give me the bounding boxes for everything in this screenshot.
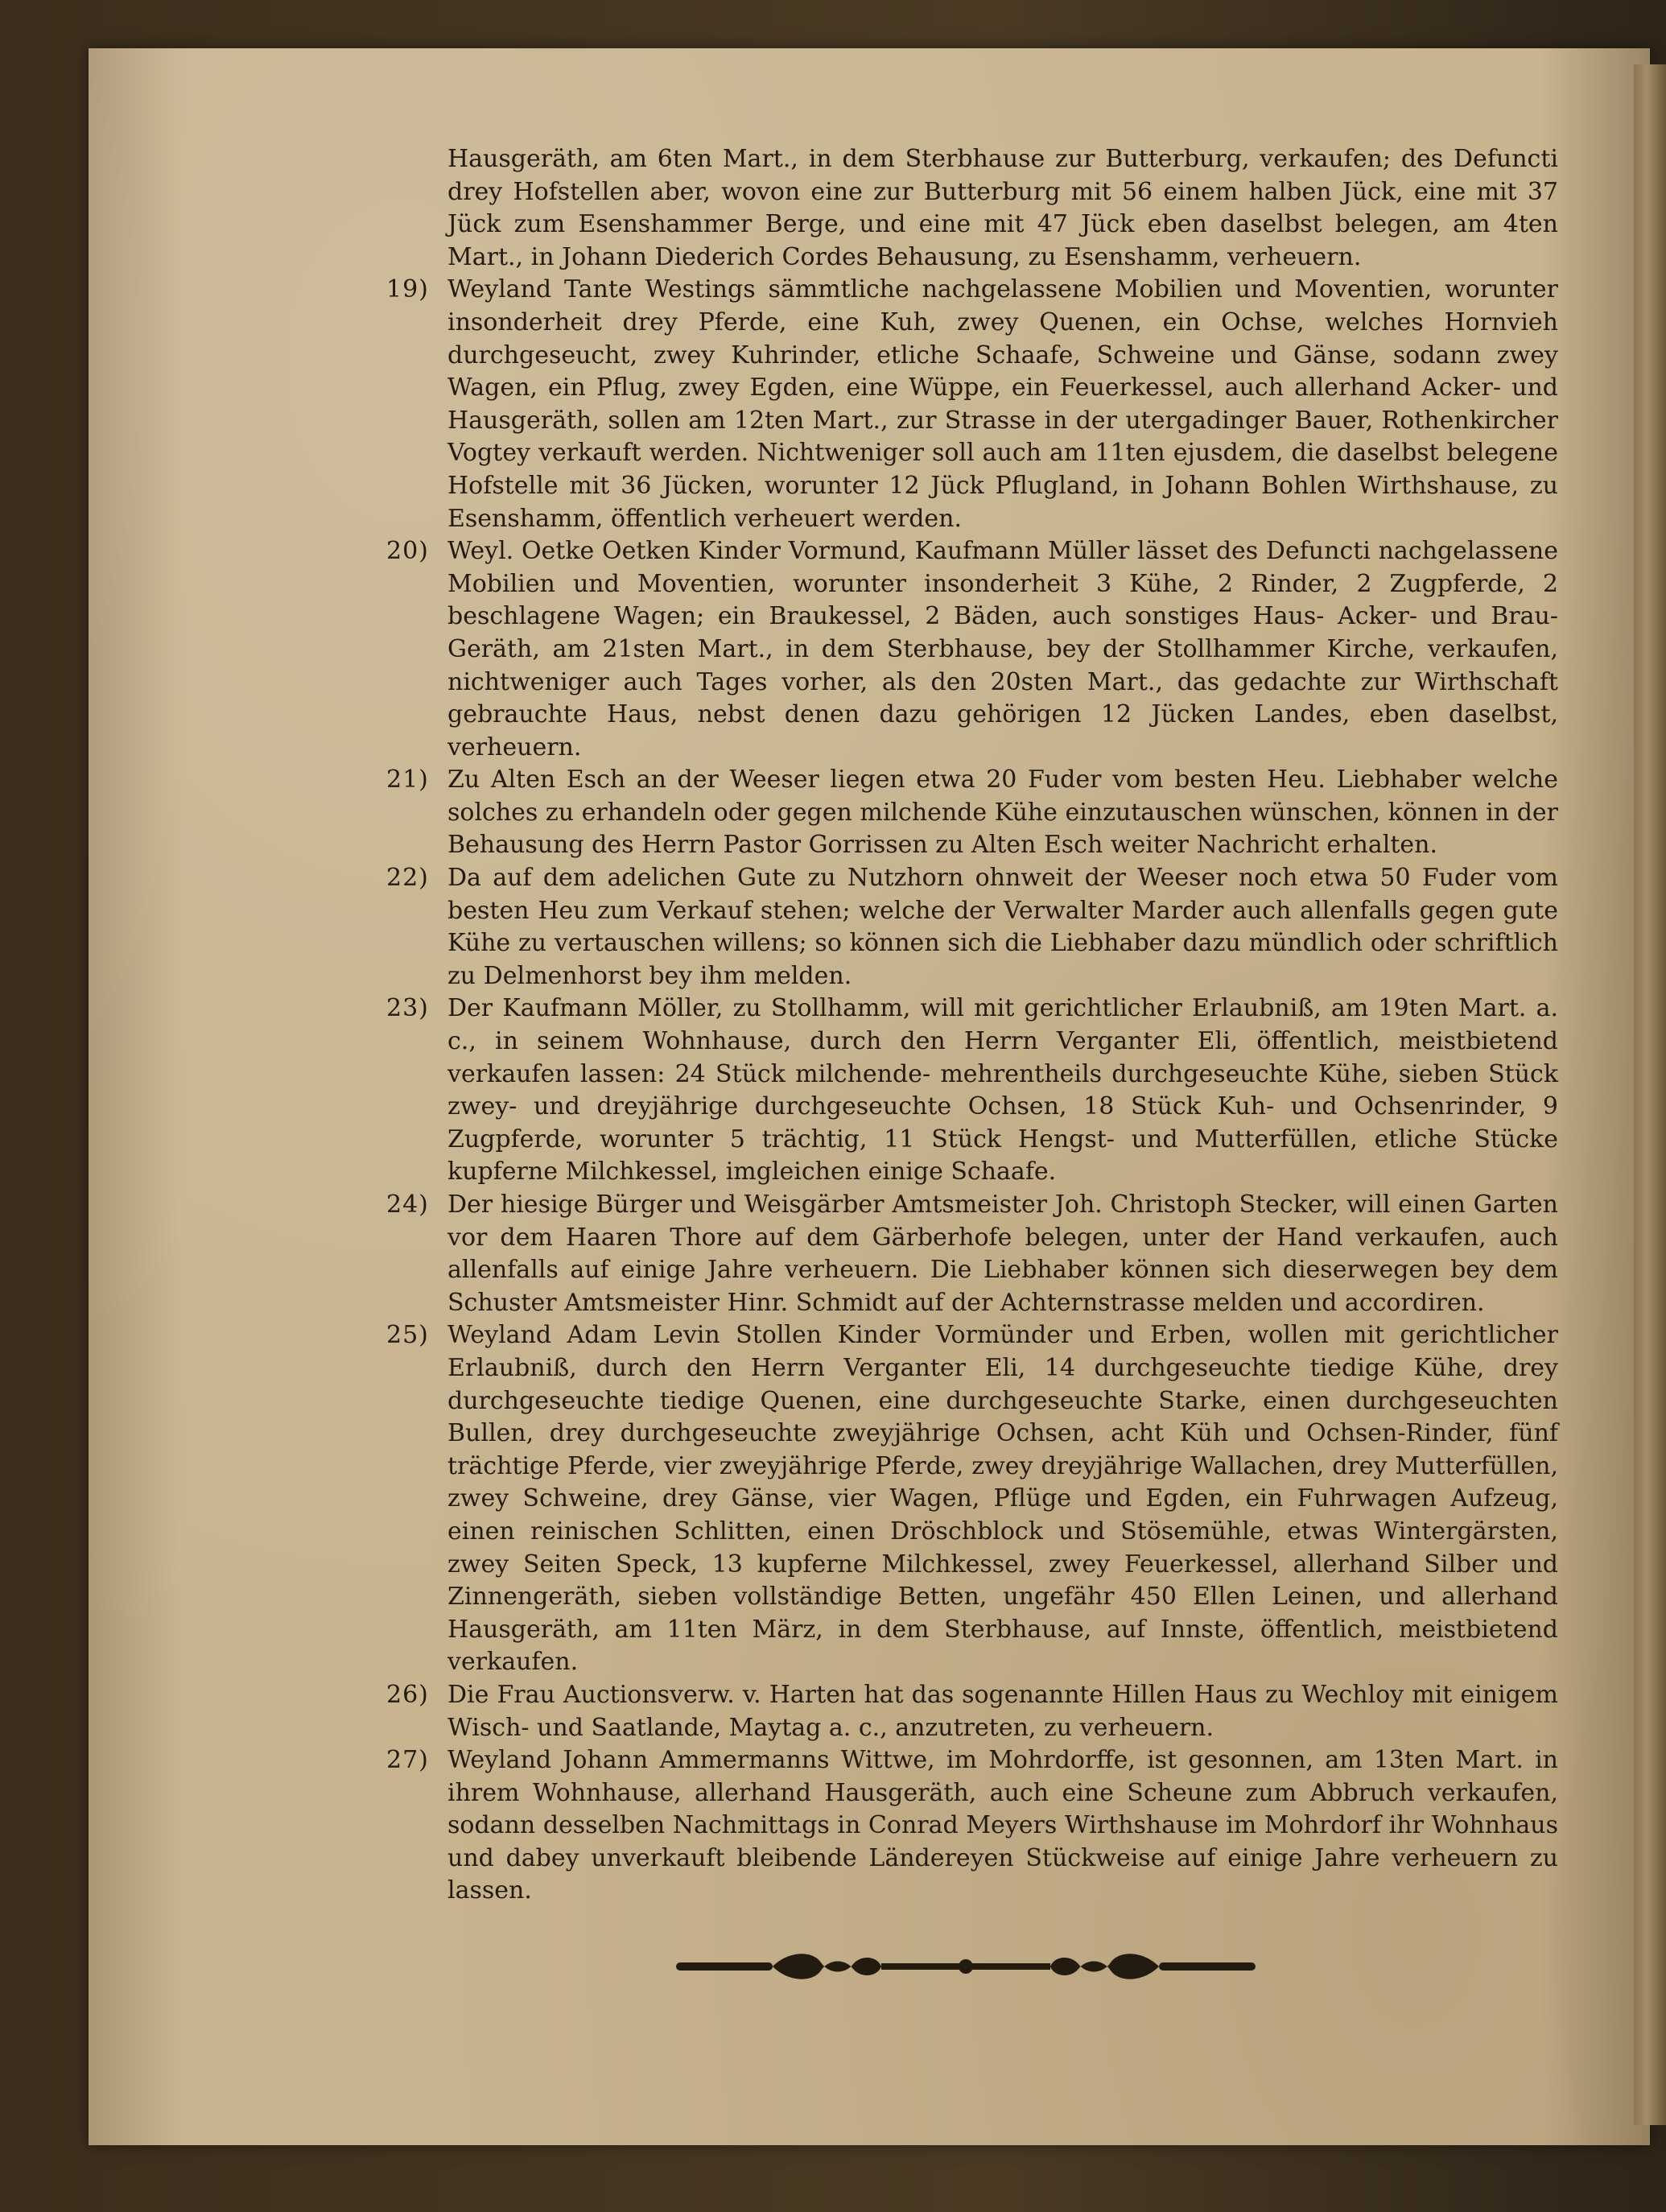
- notice-number: 26): [386, 1680, 429, 1709]
- notice-number: 23): [386, 994, 429, 1023]
- notice-23: [386, 993, 1558, 1189]
- notice-24: [386, 1189, 1558, 1319]
- notice-text: Weyl. Oetke Oetken Kinder Vormund, Kaufmann Müller lässet des Defuncti nachgelassene Mobilien und Moventien, worunter insonderheit 3 Kühe, 2 Rinder, 2 Zugpferde, 2 beschlagene Wagen; ein Braukessel, 2 Bäden, auch sonstiges Haus- Acker- und Brau-Geräth, am 21sten Mart., in dem Sterbhause, bey der Stollhammer Kirche, verkaufen, nichtweniger auch Tages vorher, als den 20sten Mart., das gedachte zur Wirthschaft gebrauchte Haus, nebst denen dazu gehörigen 12 Jücken Landes, eben daselbst, verheuern.: [447, 537, 1558, 761]
- notice-text: Zu Alten Esch an der Weeser liegen etwa 20 Fuder vom besten Heu. Liebhaber welche solches zu erhandeln oder gegen milchende Kühe einzutauschen wünschen, können in der Behausung des Herrn Pastor Gorrissen zu Alten Esch weiter Nachricht erhalten.: [447, 766, 1558, 860]
- notice-number: 25): [386, 1321, 429, 1350]
- notice-number: 19): [386, 275, 429, 304]
- notice-26: [386, 1679, 1558, 1744]
- notice-number: 27): [386, 1746, 429, 1775]
- notice-text: Da auf dem adelichen Gute zu Nutzhorn ohnweit der Weeser noch etwa 50 Fuder vom besten Heu zum Verkauf stehen; welche der Verwalter Marder auch allenfalls gegen gute Kühe zu vertauschen willens; so können sich die Liebhaber dazu mündlich oder schriftlich zu Delmenhorst bey ihm melden.: [447, 864, 1558, 990]
- notice-27: [386, 1744, 1558, 1908]
- notice-22: [386, 862, 1558, 993]
- notice-25: [386, 1319, 1558, 1679]
- continued-notice: Hausgeräth, am 6ten Mart., in dem Sterbhause zur Butterburg, verkaufen; des Defuncti drey Hofstellen aber, wovon eine zur Butterburg mit 56 einem halben Jück, eine mit 37 Jück zum Esenshammer Berge, und eine mit 47 Jück eben daselbst belegen, am 4ten Mart., in Johann Diederich Cordes Behausung, zu Esenshamm, verheuern.: [447, 145, 1558, 271]
- notice-number: 20): [386, 537, 429, 566]
- notice-text: Weyland Tante Westings sämmtliche nachgelassene Mobilien und Moventien, worunter insonderheit drey Pferde, eine Kuh, zwey Quenen, ein Ochse, welches Hornvieh durchgeseucht, zwey Kuhrinder, etliche Schaafe, Schweine und Gänse, sodann zwey Wagen, ein Pflug, zwey Egden, eine Wüppe, ein Feuerkessel, auch allerhand Acker- und Hausgeräth, sollen am 12ten Mart., zur Strasse in der utergadinger Bauer, Rothenkircher Vogtey verkauft werden. Nichtweniger soll auch am 11ten ejusdem, die daselbst belegene Hofstelle mit 36 Jücken, worunter 12 Jück Pflugland, in Johann Bohlen Wirthshause, zu Esenshamm, öffentlich verheuert werden.: [447, 275, 1558, 533]
- notice-text: Der Kaufmann Möller, zu Stollhamm, will mit gerichtlicher Erlaubniß, am 19ten Mart. a. c., in seinem Wohnhause, durch den Herrn Verganter Eli, öffentlich, meistbietend verkaufen lassen: 24 Stück milchende- mehrentheils durchgeseuchte Kühe, sieben Stück zwey- und dreyjährige durchgeseuchte Ochsen, 18 Stück Kuh- und Ochsenrinder, 9 Zugpferde, worunter 5 trächtig, 11 Stück Hengst- und Mutterfüllen, etliche Stücke kupferne Milchkessel, imgleichen einige Schaafe.: [447, 994, 1558, 1186]
- notice-number: 21): [386, 766, 429, 794]
- notice-19: [386, 274, 1558, 535]
- notice-20: [386, 535, 1558, 764]
- notice-column: [386, 143, 1558, 1908]
- decorative-rule-ornament: [676, 1946, 1256, 1987]
- notice-text: Die Frau Auctionsverw. v. Harten hat das sogenannte Hillen Haus zu Wechloy mit einigem Wisch- und Saatlande, Maytag a. c., anzutreten, zu verheuern.: [447, 1680, 1558, 1742]
- notice-number: 22): [386, 864, 429, 893]
- notice-21: [386, 764, 1558, 862]
- notice-text: Der hiesige Bürger und Weisgärber Amtsmeister Joh. Christoph Stecker, will einen Garten vor dem Haaren Thore auf dem Gärberhofe belegen, unter der Hand verkaufen, auch allenfalls auf einige Jahre verheuern. Die Liebhaber können sich dieserwegen bey dem Schuster Amtsmeister Hinr. Schmidt auf der Achternstrasse melden und accordiren.: [447, 1191, 1558, 1317]
- notice-text: Weyland Adam Levin Stollen Kinder Vormünder und Erben, wollen mit gerichtlicher Erlaubniß, durch den Herrn Verganter Eli, 14 durchgeseuchte tiedige Kühe, drey durchgeseuchte tiedige Quenen, eine durchgeseuchte Starke, einen durchgeseuchten Bullen, drey durchgeseuchte zweyjährige Ochsen, acht Küh und Ochsen-Rinder, fünf trächtige Pferde, vier zweyjährige Pferde, zwey dreyjährige Wallachen, drey Mutterfüllen, zwey Schweine, drey Gänse, vier Wagen, Pflüge und Egden, ein Fuhrwagen Aufzeug, einen reinischen Schlitten, einen Dröschblock und Stösemühle, etwas Wintergärsten, zwey Seiten Speck, 13 kupferne Milchkessel, zwey Feuerkessel, allerhand Silber und Zinnengeräth, sieben vollständige Betten, ungefähr 450 Ellen Leinen, und allerhand Hausgeräth, am 11ten März, in dem Sterbhause, auf Innste, öffentlich, meistbietend verkaufen.: [447, 1321, 1558, 1677]
- notice-text: Weyland Johann Ammermanns Wittwe, im Mohrdorffe, ist gesonnen, am 13ten Mart. in ihrem Wohnhause, allerhand Hausgeräth, auch eine Scheune zum Abbruch verkaufen, sodann desselben Nachmittags in Conrad Meyers Wirthshause im Mohrdorf ihr Wohnhaus und dabey unverkauft bleibende Ländereyen Stückweise auf einige Jahre verheuern zu lassen.: [447, 1746, 1558, 1905]
- next-page-edge: [1634, 64, 1666, 2125]
- notice-number: 24): [386, 1191, 429, 1219]
